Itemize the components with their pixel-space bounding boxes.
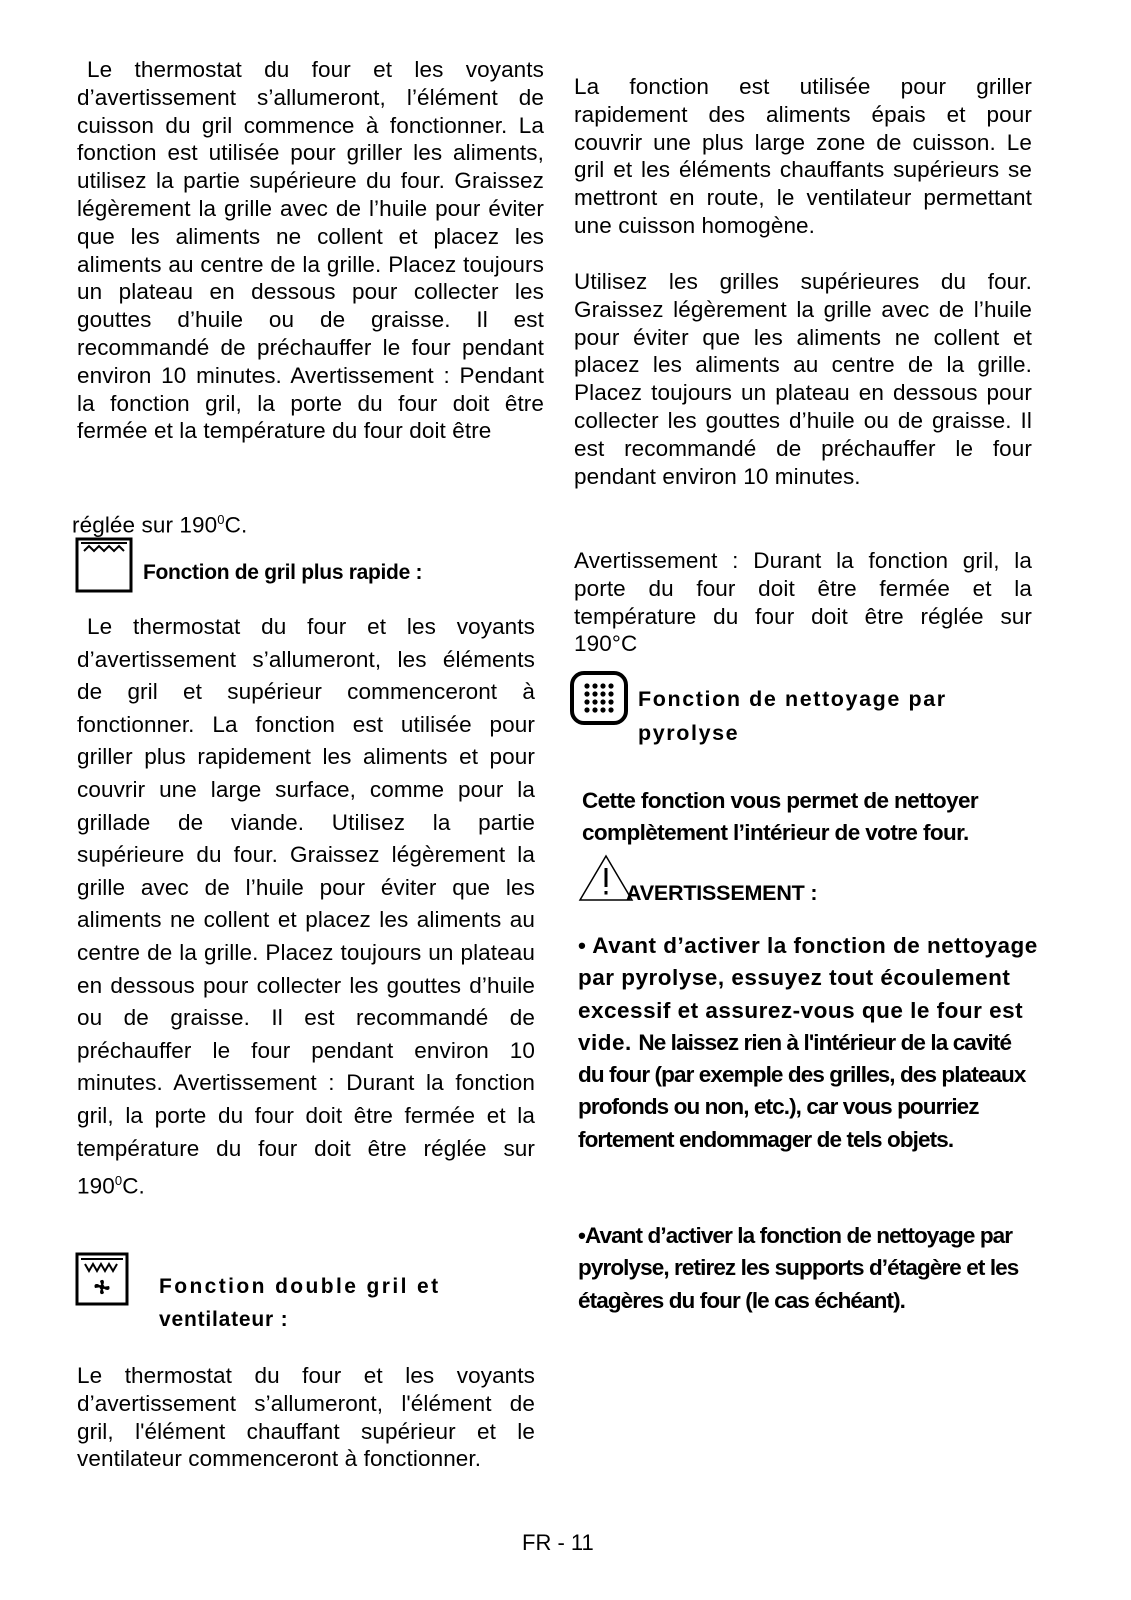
pyrolysis-description: Cette fonction vous permet de nettoyer complètement l’intérieur de votre four. [582,788,979,846]
right-paragraph-3: Avertissement : Durant la fonction gril, la porte du four doit être fermée et la température du four doit être réglée sur 190°C [574,548,1032,657]
oven-pyrolysis-icon [569,670,629,731]
heading-double-grill-line1: Fonction double gril et [159,1275,441,1298]
left-p1-end-suffix: C. [224,512,248,538]
oven-grill-fan-icon [75,1252,129,1311]
page-number: FR - 11 [522,1530,594,1555]
left-p1-end-prefix: réglée sur 190 [72,512,218,538]
heading-pyrolysis-line1: Fonction de nettoyage par [638,687,947,711]
left-p2-sup: 0 [114,1173,123,1189]
left-paragraph-2 [77,611,535,1203]
left-p1-end-sup: 0 [217,512,225,527]
left-paragraph-3: Le thermostat du four et les voyants d’avertissement s’allumeront, l'élément de gril, l'élément chauffant supérieur et le ventilateur commenceront à fonctionner. [77,1363,535,1472]
heading-double-grill [159,1270,441,1336]
warning-1-heavy: • Avant d’activer la fonction de nettoyage par pyrolyse, essuyez tout écoulement excessif et assurez-vous que le four est vide. [578,933,1038,1055]
left-paragraph-1-end [72,506,372,539]
warning-1 [578,930,1038,1156]
warning-title: AVERTISSEMENT : [626,881,818,905]
left-p2-suffix: C. [122,1173,145,1199]
heading-fast-grill: Fonction de gril plus rapide : [143,561,423,584]
heading-double-grill-line2: ventilateur : [159,1308,289,1331]
heading-pyrolysis [638,682,947,750]
left-paragraph-1: Le thermostat du four et les voyants d’avertissement s’allumeront, l’élément de cuisson du gril commence à fonctionner. La fonction est utilisée pour griller les aliments, utilisez la partie supérieure du four. Graissez légèrement la grille avec de l’huile pour éviter que les aliments ne collent et placez les aliments au centre de la grille. Placez toujours un plateau en dessous pour collecter les gouttes d’huile ou de graisse. Il est recommandé de préchauffer le four pendant environ 10 minutes. Avertissement : Pendant la fonction gril, la porte du four doit être fermée et la température du four doit être [77,57,544,444]
heading-pyrolysis-line2: pyrolyse [638,721,740,745]
right-paragraph-1: La fonction est utilisée pour griller rapidement des aliments épais et pour couvrir une plus large zone de cuisson. Le gril et les éléments chauffants supérieurs se mettront en route, le ventilateur permettant une cuisson homogène. [574,74,1032,238]
warning-2: •Avant d’activer la fonction de nettoyage par pyrolyse, retirez les supports d’étagère et les étagères du four (le cas échéant). [578,1223,1019,1313]
warning-1-rest: Ne laissez rien à l'intérieur de la cavité du four (par exemple des grilles, des plateaux profonds ou non, etc.), car vous pourriez fortement endommager de tels objets. [578,1029,1026,1152]
oven-top-grill-icon [75,537,133,598]
left-p2-text: Le thermostat du four et les voyants d’avertissement s’allumeront, les éléments de gril et supérieur commenceront à fonctionner. La fonction est utilisée pour griller plus rapidement les aliments et pour couvrir une large surface, comme pour la grillade de viande. Utilisez la partie supérieure du four. Graissez légèrement la grille avec de l’huile pour éviter que les aliments ne collent et placez les aliments au centre de la grille. Placez toujours un plateau en dessous pour collecter les gouttes d’huile ou de graisse. Il est recommandé de préchauffer le four pendant environ 10 minutes. Avertissement : Durant la fonction gril, la porte du four doit être fermée et la température du four doit être réglée sur 190 [77,614,535,1199]
right-paragraph-2: Utilisez les grilles supérieures du four. Graissez légèrement la grille avec de l’huile pour éviter que les aliments ne collent et placez les aliments au centre de la grille. Placez toujours un plateau en dessous pour collecter les gouttes d’huile ou de graisse. Il est recommandé de préchauffer le four pendant environ 10 minutes. [574,269,1032,489]
